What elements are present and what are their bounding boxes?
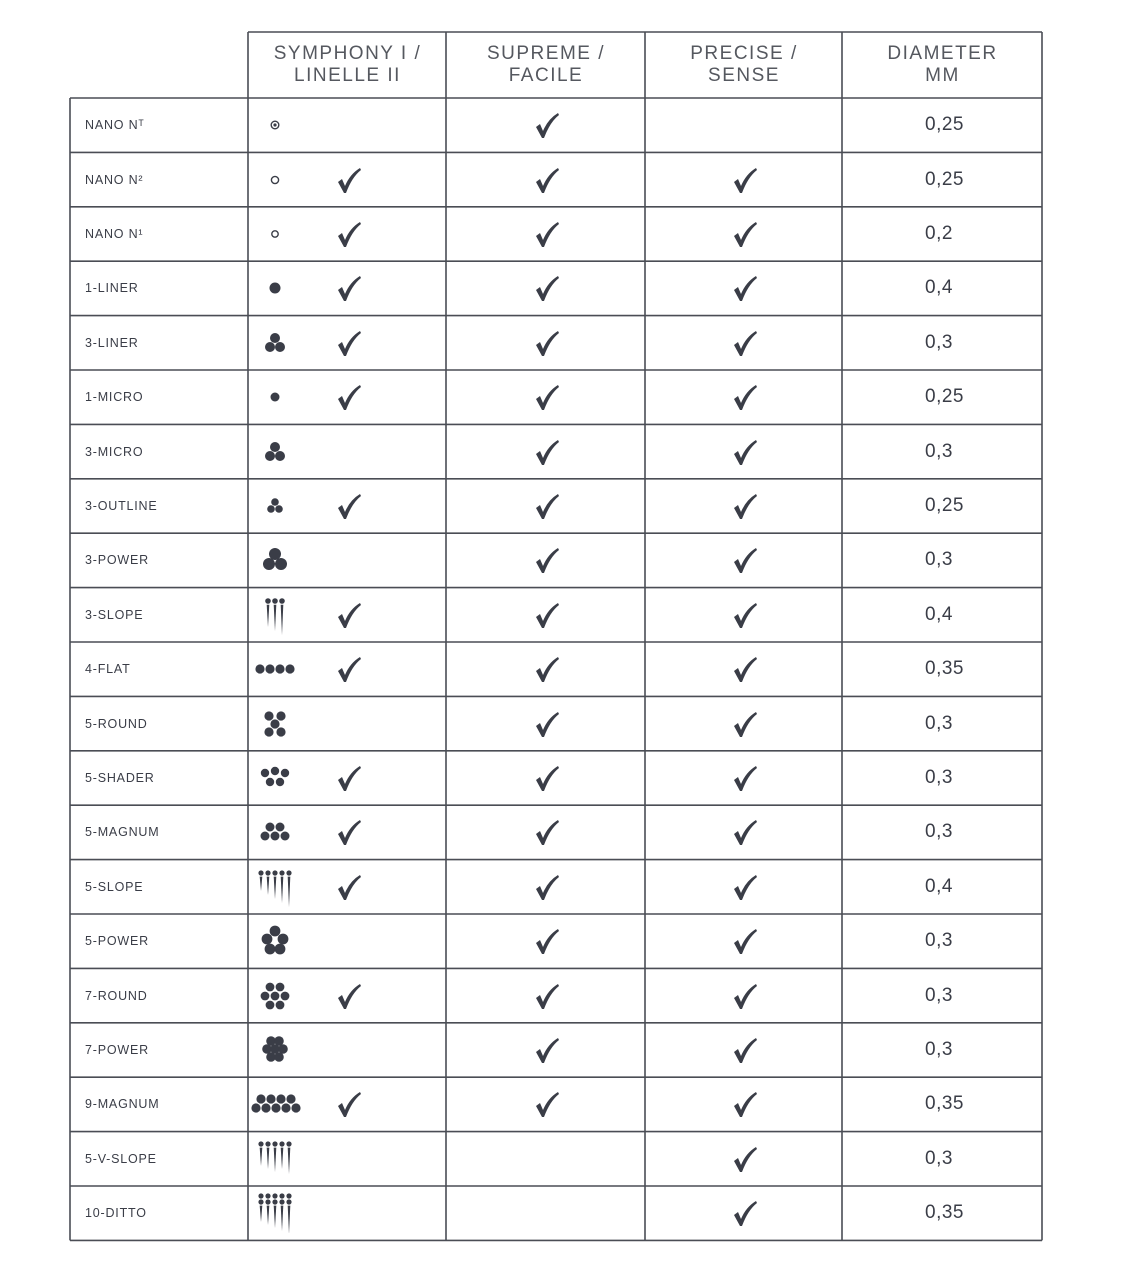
check-mark-icon — [728, 1034, 760, 1066]
check-mark-icon — [332, 381, 364, 413]
check-mark-icon — [728, 1143, 760, 1175]
table-row — [70, 425, 1042, 479]
needle-name: 4-FLAT — [85, 662, 131, 677]
three-small-dot-cluster-icon — [246, 486, 304, 526]
header-supreme — [447, 32, 645, 98]
check-mark-icon — [728, 816, 760, 848]
check-mark-icon — [332, 762, 364, 794]
needle-name: NANO Nᵀ — [85, 118, 145, 133]
check-mark-icon — [332, 490, 364, 522]
table-row — [70, 1023, 1042, 1077]
nano-ring-icon — [246, 160, 304, 200]
diameter-value: 0,3 — [925, 331, 953, 353]
three-needle-slope-icon — [246, 595, 304, 635]
header-diameter-line1: DIAMETER — [887, 43, 998, 64]
check-mark-icon — [332, 980, 364, 1012]
check-mark-icon — [530, 1088, 562, 1120]
check-mark-icon — [728, 653, 760, 685]
diameter-value: 0,25 — [925, 495, 964, 516]
check-mark-icon — [530, 490, 562, 522]
table-row — [70, 697, 1042, 751]
table-row — [70, 533, 1042, 587]
header-symphony-line1: SYMPHONY I / — [273, 43, 422, 64]
needle-name: NANO N¹ — [85, 227, 144, 241]
four-dot-row-icon — [246, 649, 304, 689]
check-mark-icon — [728, 272, 760, 304]
check-mark-icon — [332, 164, 364, 196]
needle-name: 5-V-SLOPE — [85, 1151, 157, 1166]
needle-name: 1-LINER — [85, 281, 139, 296]
header-symphony — [249, 32, 446, 98]
header-supreme-line2: FACILE — [508, 65, 584, 86]
five-dot-round-icon — [246, 704, 304, 744]
needle-name: 5-SHADER — [85, 771, 155, 785]
needle-name: 5-MAGNUM — [85, 825, 160, 840]
nano-ring-small-icon — [246, 214, 304, 254]
table-row — [70, 1132, 1042, 1186]
header-diameter — [843, 32, 1042, 98]
diameter-value: 0,3 — [925, 440, 953, 462]
diameter-value: 0,2 — [925, 223, 953, 244]
check-mark-icon — [332, 327, 364, 359]
seven-dot-power-icon — [246, 1030, 304, 1070]
needle-name: 3-MICRO — [85, 444, 144, 459]
needle-name: 3-LINER — [85, 335, 139, 350]
check-mark-icon — [530, 653, 562, 685]
needle-name: NANO N² — [85, 172, 144, 187]
diameter-value: 0,4 — [925, 875, 953, 897]
five-dot-magnum-icon — [246, 812, 304, 852]
diameter-value: 0,25 — [925, 168, 964, 190]
diameter-value: 0,35 — [925, 658, 964, 680]
diameter-value: 0,25 — [925, 114, 964, 136]
needle-name: 10-DITTO — [85, 1206, 147, 1221]
nano-dot-ring-icon — [246, 105, 304, 145]
diameter-value: 0,3 — [925, 984, 953, 1006]
five-needle-slope-icon — [246, 867, 304, 907]
check-mark-icon — [728, 762, 760, 794]
diameter-value: 0,4 — [925, 277, 953, 299]
header-diameter-line2: MM — [925, 65, 960, 86]
check-mark-icon — [530, 544, 562, 576]
table-row — [70, 751, 1042, 805]
five-dot-shader-icon — [246, 758, 304, 798]
check-mark-icon — [728, 327, 760, 359]
check-mark-icon — [728, 925, 760, 957]
needle-name: 7-ROUND — [85, 988, 148, 1003]
table-row — [70, 1186, 1042, 1240]
check-mark-icon — [728, 381, 760, 413]
diameter-value: 0,3 — [925, 930, 953, 952]
single-dot-icon — [246, 268, 304, 308]
check-mark-icon — [332, 1088, 364, 1120]
header-precise-line2: SENSE — [708, 65, 780, 86]
ten-needle-ditto-icon — [246, 1193, 304, 1233]
check-mark-icon — [728, 544, 760, 576]
check-mark-icon — [530, 1034, 562, 1066]
check-mark-icon — [728, 164, 760, 196]
check-mark-icon — [728, 1197, 760, 1229]
five-dot-power-icon — [246, 921, 304, 961]
needle-name: 5-ROUND — [85, 716, 148, 731]
check-mark-icon — [728, 980, 760, 1012]
table-row — [70, 207, 1042, 261]
table-row — [70, 370, 1042, 424]
check-mark-icon — [728, 218, 760, 250]
check-mark-icon — [530, 381, 562, 413]
check-mark-icon — [530, 762, 562, 794]
check-mark-icon — [530, 272, 562, 304]
check-mark-icon — [530, 218, 562, 250]
table-row — [70, 969, 1042, 1023]
needle-name: 9-MAGNUM — [85, 1097, 160, 1112]
check-mark-icon — [530, 708, 562, 740]
three-dot-cluster-icon — [246, 323, 304, 363]
check-mark-icon — [728, 599, 760, 631]
diameter-value: 0,3 — [925, 821, 953, 843]
check-mark-icon — [332, 653, 364, 685]
header-supreme-line1: SUPREME / — [486, 43, 606, 64]
check-mark-icon — [530, 436, 562, 468]
check-mark-icon — [332, 599, 364, 631]
table-row — [70, 98, 1042, 152]
table-row — [70, 479, 1042, 533]
check-mark-icon — [728, 708, 760, 740]
diameter-value: 0,35 — [925, 1093, 964, 1115]
needle-name: 5-POWER — [85, 934, 149, 949]
header-precise — [646, 32, 842, 98]
needle-name: 3-OUTLINE — [85, 499, 158, 513]
needle-name: 3-SLOPE — [85, 607, 144, 622]
table-row — [70, 642, 1042, 696]
needle-name: 5-SLOPE — [85, 879, 144, 894]
check-mark-icon — [332, 816, 364, 848]
diameter-value: 0,35 — [925, 1202, 964, 1224]
needle-name: 1-MICRO — [85, 390, 144, 405]
check-mark-icon — [332, 218, 364, 250]
five-needle-v-slope-icon — [246, 1139, 304, 1179]
check-mark-icon — [332, 272, 364, 304]
check-mark-icon — [728, 436, 760, 468]
check-mark-icon — [530, 327, 562, 359]
check-mark-icon — [530, 109, 562, 141]
table-row — [70, 153, 1042, 207]
check-mark-icon — [332, 871, 364, 903]
needle-name: 7-POWER — [85, 1043, 149, 1057]
diameter-value: 0,3 — [925, 549, 953, 571]
check-mark-icon — [728, 490, 760, 522]
diameter-value: 0,4 — [925, 603, 953, 625]
table-row — [70, 261, 1042, 315]
three-large-dot-cluster-icon — [246, 540, 304, 580]
seven-dot-round-icon — [246, 976, 304, 1016]
diameter-value: 0,3 — [925, 767, 953, 788]
header-symphony-line2: LINELLE II — [294, 65, 401, 86]
check-mark-icon — [530, 925, 562, 957]
table-row — [70, 588, 1042, 642]
header-precise-line1: PRECISE / — [690, 43, 798, 64]
table-row — [70, 316, 1042, 370]
needle-name: 3-POWER — [85, 553, 149, 568]
table-row — [70, 805, 1042, 859]
check-mark-icon — [530, 816, 562, 848]
diameter-value: 0,3 — [925, 1147, 953, 1169]
check-mark-icon — [530, 164, 562, 196]
check-mark-icon — [728, 871, 760, 903]
single-small-dot-icon — [246, 377, 304, 417]
table-row — [70, 1077, 1042, 1131]
table-row — [70, 914, 1042, 968]
nine-dot-magnum-icon — [246, 1084, 304, 1124]
diameter-value: 0,3 — [925, 712, 953, 734]
check-mark-icon — [530, 980, 562, 1012]
diameter-value: 0,3 — [925, 1039, 953, 1060]
check-mark-icon — [530, 599, 562, 631]
check-mark-icon — [530, 871, 562, 903]
diameter-value: 0,25 — [925, 386, 964, 408]
table-row — [70, 860, 1042, 914]
three-dot-cluster-icon — [246, 432, 304, 472]
check-mark-icon — [728, 1088, 760, 1120]
